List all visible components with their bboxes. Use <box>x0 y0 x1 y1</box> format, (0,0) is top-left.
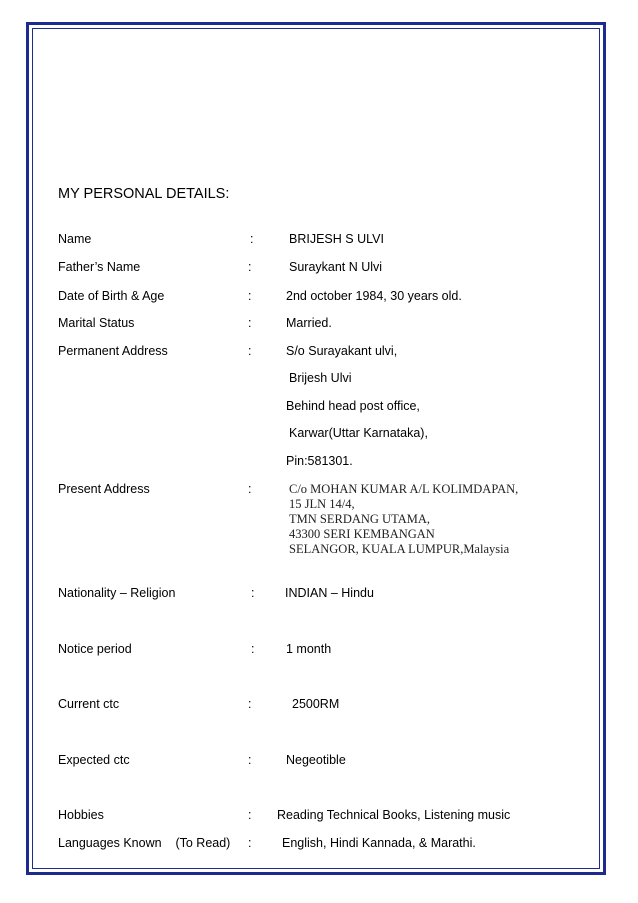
current-ctc-colon: : <box>248 697 252 711</box>
languages-value: English, Hindi Kannada, & Marathi. <box>282 836 476 850</box>
present-address-line: 43300 SERI KEMBANGAN <box>289 527 435 541</box>
present-address-line: 15 JLN 14/4, <box>289 497 355 511</box>
notice-period-colon: : <box>251 642 255 656</box>
permanent-address-line: Pin:581301. <box>286 454 353 468</box>
notice-period-label: Notice period <box>58 642 132 656</box>
hobbies-label: Hobbies <box>58 808 104 822</box>
permanent-address-label: Permanent Address <box>58 344 168 358</box>
expected-ctc-colon: : <box>248 753 252 767</box>
marital-status-value: Married. <box>286 316 332 330</box>
hobbies-value: Reading Technical Books, Listening music <box>277 808 511 822</box>
name-label: Name <box>58 232 92 246</box>
hobbies-colon: : <box>248 808 252 822</box>
present-address-line: SELANGOR, KUALA LUMPUR,Malaysia <box>289 542 510 556</box>
dob-colon: : <box>248 289 252 303</box>
dob-label: Date of Birth & Age <box>58 289 165 303</box>
father-name-label: Father’s Name <box>58 260 141 274</box>
marital-status-label: Marital Status <box>58 316 135 330</box>
father-name-colon: : <box>248 260 252 274</box>
dob-value: 2nd october 1984, 30 years old. <box>286 289 462 303</box>
name-colon: : <box>250 232 254 246</box>
present-address-label: Present Address <box>58 482 150 496</box>
permanent-address-line: Brijesh Ulvi <box>289 371 352 385</box>
nationality-value: INDIAN – Hindu <box>285 586 374 600</box>
father-name-value: Suraykant N Ulvi <box>289 260 383 274</box>
present-address-colon: : <box>248 482 252 496</box>
permanent-address-line: Behind head post office, <box>286 399 420 413</box>
languages-label: Languages Known (To Read) <box>58 836 231 850</box>
nationality-colon: : <box>251 586 255 600</box>
present-address-line: C/o MOHAN KUMAR A/L KOLIMDAPAN, <box>289 482 519 496</box>
name-value: BRIJESH S ULVI <box>289 232 384 246</box>
page-border-inner <box>32 28 600 869</box>
permanent-address-line: Karwar(Uttar Karnataka), <box>289 426 428 440</box>
current-ctc-label: Current ctc <box>58 697 120 711</box>
section-heading: MY PERSONAL DETAILS: <box>58 186 230 202</box>
expected-ctc-value: Negeotible <box>286 753 346 767</box>
permanent-address-line: S/o Surayakant ulvi, <box>286 344 398 358</box>
present-address-line: TMN SERDANG UTAMA, <box>289 512 431 526</box>
expected-ctc-label: Expected ctc <box>58 753 130 767</box>
languages-colon: : <box>248 836 252 850</box>
nationality-label: Nationality – Religion <box>58 586 176 600</box>
marital-status-colon: : <box>248 316 252 330</box>
permanent-address-colon: : <box>248 344 252 358</box>
notice-period-value: 1 month <box>286 642 332 656</box>
current-ctc-value: 2500RM <box>292 697 340 711</box>
